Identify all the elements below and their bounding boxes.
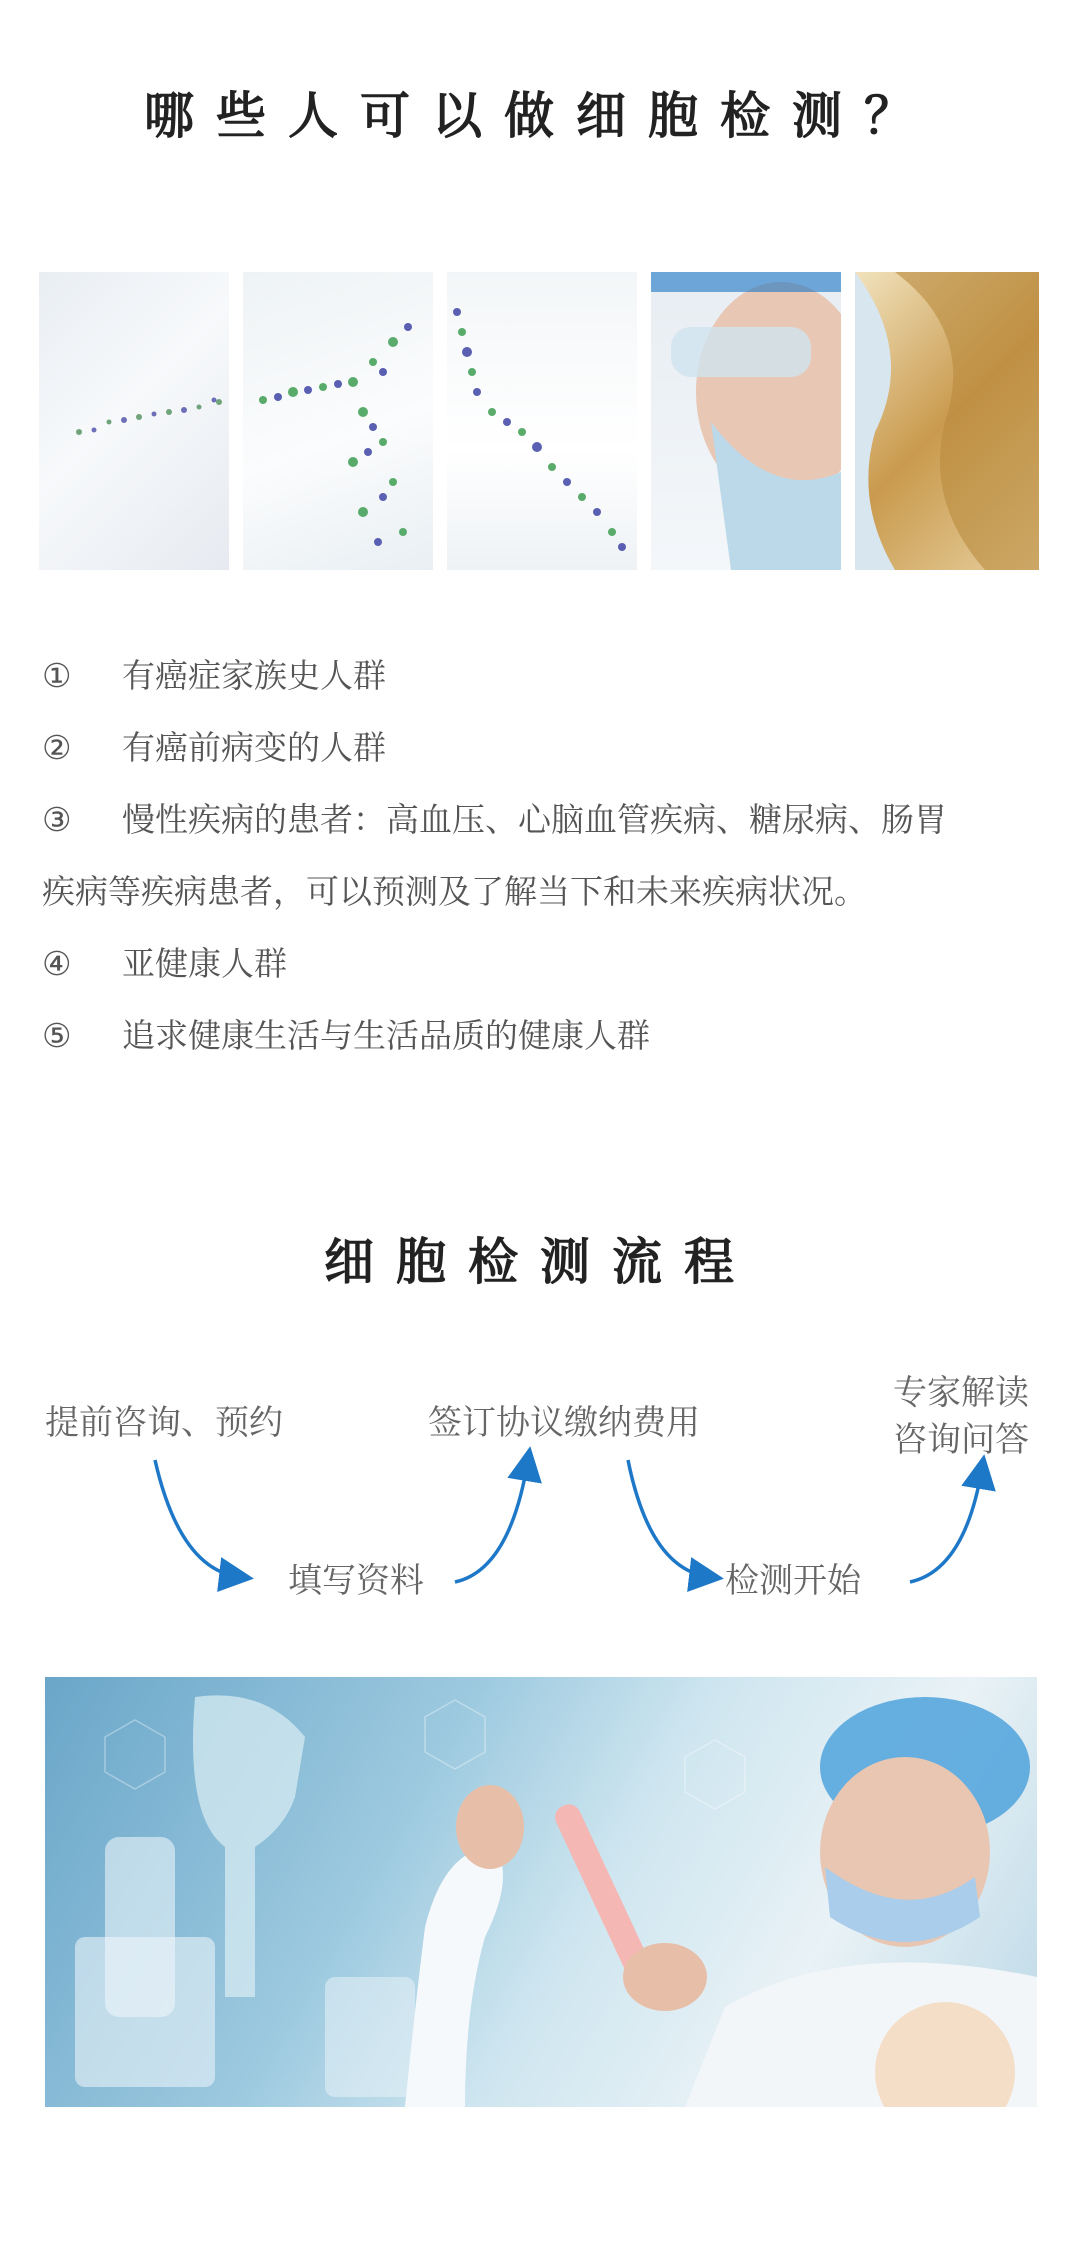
list-item xyxy=(42,784,1042,928)
flow-step-expert-line2: 咨询问答 xyxy=(893,1420,1029,1460)
item-text-continued: 疾病等疾病患者，可以预测及了解当下和未来疾病状况。 xyxy=(42,872,867,911)
flow-step-consult: 提前咨询、预约 xyxy=(45,1403,283,1443)
cell-figure-graphic-2 xyxy=(447,272,637,570)
lab-scene-graphic xyxy=(45,1677,1037,2107)
item-text: 慢性疾病的患者：高血压、心脑血管疾病、糖尿病、肠胃 xyxy=(122,800,947,839)
lab-photo xyxy=(45,1677,1037,2107)
cell-dots-graphic xyxy=(39,272,229,570)
flow-step-testing: 检测开始 xyxy=(725,1561,861,1601)
photo-panel-1 xyxy=(39,272,229,570)
list-item xyxy=(42,640,1042,712)
flow-step-sign-pay: 签订协议缴纳费用 xyxy=(428,1403,700,1443)
item-text: 有癌前病变的人群 xyxy=(122,728,386,767)
arrow-icon xyxy=(910,1468,982,1582)
flow-step-expert-line1: 专家解读 xyxy=(893,1373,1029,1413)
hair-graphic xyxy=(855,272,1039,570)
list-item xyxy=(42,712,1042,784)
item-number: ③ xyxy=(42,800,72,839)
photo-panel-4 xyxy=(651,272,841,570)
flow-step-fill-info: 填写资料 xyxy=(288,1561,424,1601)
section-title-who: 哪些人可以做细胞检测？ xyxy=(144,87,936,145)
scientist-graphic xyxy=(651,272,841,570)
item-number: ② xyxy=(42,728,72,767)
arrow-icon xyxy=(155,1460,240,1577)
photo-panel-3 xyxy=(447,272,637,570)
photo-strip xyxy=(39,272,1039,570)
photo-panel-2 xyxy=(243,272,433,570)
item-number: ① xyxy=(42,656,72,695)
flow-arrows xyxy=(0,1440,1080,1610)
item-number: ⑤ xyxy=(42,1016,72,1055)
item-text: 有癌症家族史人群 xyxy=(122,656,386,695)
arrow-icon xyxy=(628,1460,710,1577)
item-text: 追求健康生活与生活品质的健康人群 xyxy=(122,1016,650,1055)
list-item xyxy=(42,1000,1042,1072)
arrow-icon xyxy=(455,1460,528,1582)
cell-figure-graphic xyxy=(243,272,433,570)
list-item xyxy=(42,928,1042,1000)
item-text: 亚健康人群 xyxy=(122,944,287,983)
photo-panel-5 xyxy=(855,272,1039,570)
item-number: ④ xyxy=(42,944,72,983)
section-title-process: 细胞检测流程 xyxy=(324,1233,756,1291)
eligibility-list xyxy=(42,640,1042,1072)
